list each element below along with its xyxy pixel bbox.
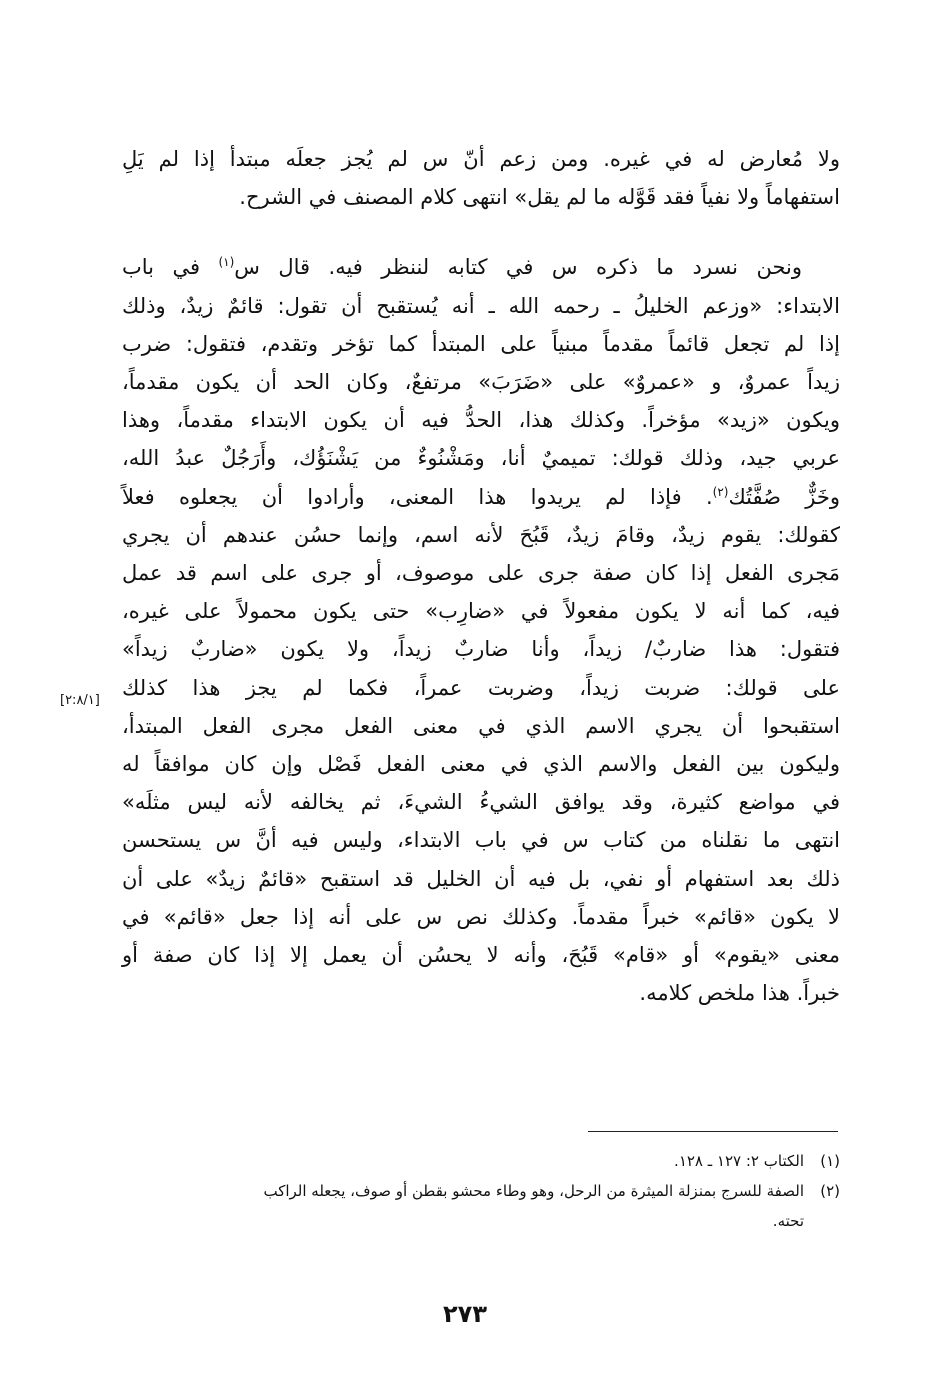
text-line: عربي جيد، وذلك قولك: تميميٌ أنا، ومَشْنُوءٌ من يَشْنَؤُك، وأَرَجُلٌ عبدُ الله، (122, 446, 840, 471)
text-line: كقولك: يقوم زيدٌ، وقامَ زيدٌ، قَبُحَ لأنه اسم، وإنما حسُن عندهم أن يجري (122, 522, 840, 547)
footnote-1 (122, 1146, 840, 1176)
text-line: ذلك بعد استفهام أو نفي، بل فيه أن الخليل قد استقبح «قائمٌ زيدٌ» على أن (122, 866, 840, 891)
footnote-2 (122, 1176, 840, 1206)
text-line: خبراً. هذا ملخص كلامه. (639, 981, 840, 1006)
footnote-ref-2[interactable]: (٢) (712, 484, 729, 499)
margin-page-reference: [٢:٨/١] (60, 693, 100, 708)
paragraph-1 (122, 140, 840, 216)
text-line: على قولك: ضربت زيداً، وضربت عمراً، فكما لم يجز هذا كذلك (122, 675, 840, 700)
text-line: انتهى ما نقلناه من كتاب س في باب الابتداء، وليس فيه أنَّ س يستحسن (122, 828, 840, 853)
text-segment: في باب (122, 255, 219, 280)
footnote-number: (٢) (820, 1182, 840, 1200)
footnote-text: الكتاب ٢: ١٢٧ ـ ١٢٨. (674, 1152, 804, 1170)
text-line: ويكون «زيد» مؤخراً. وكذلك هذا، الحدُّ فيه أن يكون الابتداء مقدماً، وهذا (122, 408, 840, 433)
text-line: الابتداء: «وزعم الخليلُ ـ رحمه الله ـ أنه يُستقبح أن تقول: قائمٌ زيدٌ، وذلك (122, 293, 840, 318)
footnote-divider (588, 1131, 838, 1132)
text-line: وليكون بين الفعل والاسم الذي في معنى الفعل فَصْل وإن كان موافقاً له (122, 752, 840, 777)
main-text (122, 140, 840, 1012)
text-line: معنى «يقوم» أو «قام» قَبُحَ، وأنه لا يحسُن أن يعمل إلا إذا كان صفة أو (122, 943, 840, 968)
text-line: استفهاماً ولا نفياً فقد قَوَّله ما لم يقل» انتهى كلام المصنف في الشرح. (239, 185, 840, 210)
text-line: زيداً عمروٌ، و «عمروٌ» على «ضَرَبَ» مرتفعٌ، وكان الحد أن يكون مقدماً، (122, 370, 840, 395)
text-line: استقبحوا أن يجري الاسم الذي في معنى الفعل مجرى الفعل المبتدأ، (122, 713, 840, 738)
text-line: فتقول: هذا ضاربٌ/ زيداً، وأنا ضاربٌ زيداً، ولا يكون «ضاربٌ زيداً» (122, 637, 840, 662)
footnotes (122, 1146, 840, 1236)
text-line: إذا لم تجعل قائماً مقدماً مبنياً على المبتدأ كما تؤخر وتقدم، فتقول: ضرب (122, 331, 840, 356)
footnote-2-continuation: تحته. (772, 1212, 804, 1230)
text-line (122, 248, 840, 286)
text-line: في مواضع كثيرة، وقد يوافق الشيءُ الشيءَ، ثم يخالفه لأنه ليس مثلَه» (122, 790, 840, 815)
text-line: فيه، كما أنه لا يكون مفعولاً في «ضارِب» حتى يكون محمولاً على غيره، (122, 599, 840, 624)
footnote-number: (١) (820, 1152, 840, 1170)
text-line (122, 478, 840, 516)
text-line: لا يكون «قائم» خبراً مقدماً. وكذلك نص س على أنه إذا جعل «قائم» في (122, 904, 840, 929)
paragraph-2 (122, 248, 840, 1012)
text-segment: وخَزٌّ صُفَّتُك (728, 484, 840, 509)
text-segment: ونحن نسرد ما ذكره س في كتابه لننظر فيه. قال س (234, 255, 803, 280)
page-number: ٢٧٣ (443, 1300, 487, 1328)
text-segment: . فإذا لم يريدوا هذا المعنى، وأرادوا أن يجعلوه فعلاً (122, 484, 713, 509)
footnote-ref-1[interactable]: (١) (218, 255, 235, 270)
text-line: مَجرى الفعل إذا كان صفة جرى على موصوف، أو جرى على اسم قد عمل (122, 561, 840, 586)
text-line: ولا مُعارض له في غيره. ومن زعم أنّ س لم يُجز جعلَه مبتدأ إذا لم يَلِ (122, 147, 840, 171)
footnote-text: الصفة للسرج بمنزلة الميثرة من الرحل، وهو وطاء محشو بقطن أو صوف، يجعله الراكب (263, 1182, 804, 1200)
